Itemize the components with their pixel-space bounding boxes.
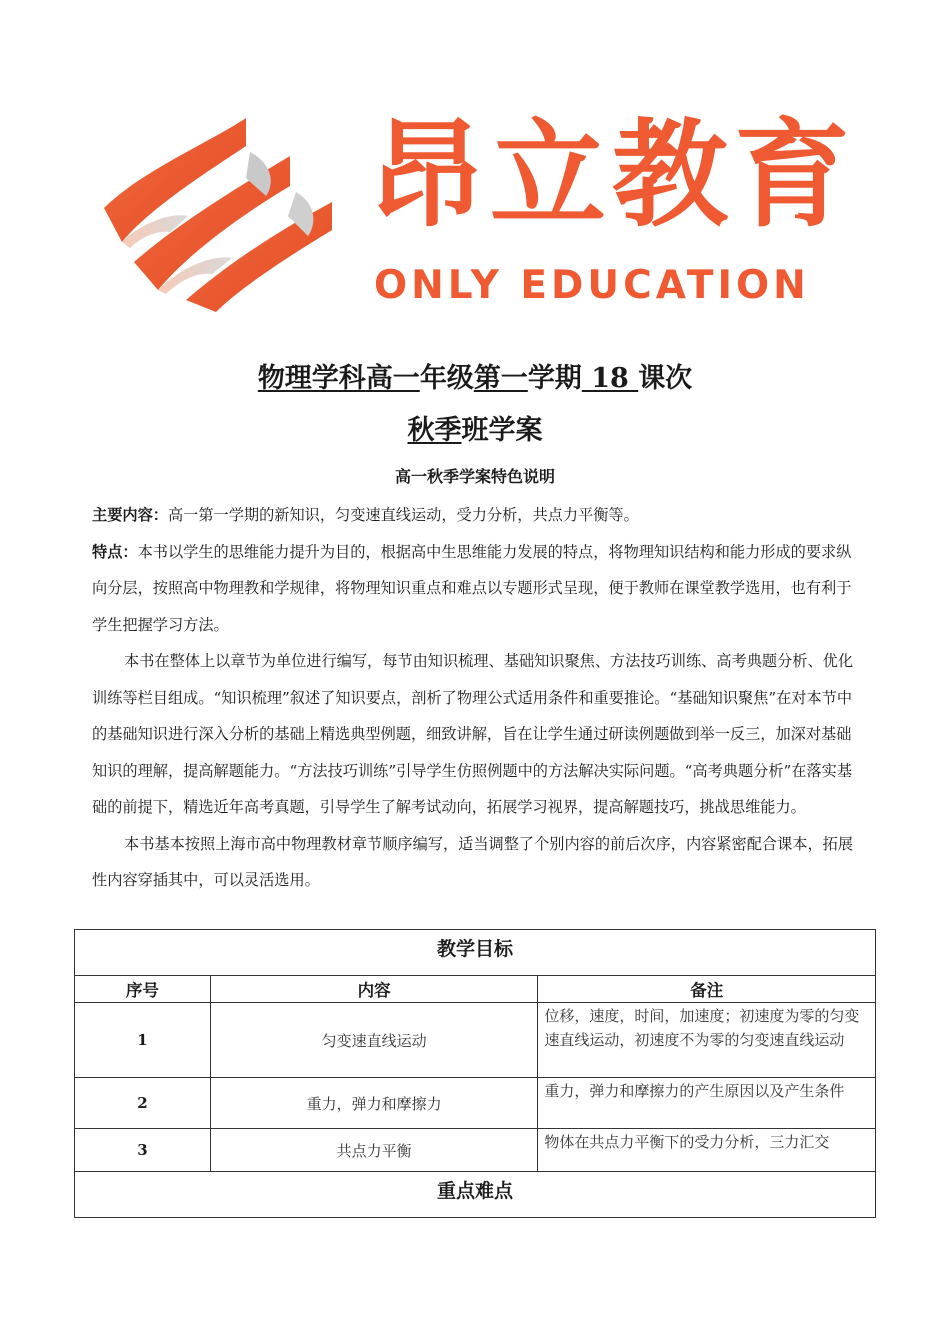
order-paragraph: 本书基本按照上海市高中物理教材章节顺序编写，适当调整了个别内容的前后次序，内容紧密配合课本，拓展性内容穿插其中，可以灵活选用。 <box>92 834 853 889</box>
features-label: 特点： <box>92 542 138 561</box>
title-term-suffix: 学期 <box>527 363 582 394</box>
column-header-number: 序号 <box>75 976 211 1003</box>
table-section-goals: 教学目标 <box>75 930 876 976</box>
table-row <box>75 1129 876 1172</box>
logo-swirl-icon <box>100 112 370 312</box>
structure-paragraph: 本书在整体上以章节为单位进行编写，每节由知识梳理、基础知识聚焦、方法技巧训练、高考典题分析、优化训练等栏目组成。“知识梳理”叙述了知识要点，剖析了物理公式适用条件和重要推论。“基础知识聚焦”在对本节中的基础知识进行深入分析的基础上精选典型例题，细致讲解，旨在让学生通过研读例题做到举一反三，加深对基础知识的理解，提高解题能力。“方法技巧训练”引导学生仿照例题中的方法解决实际问题。“高考典题分析”在落实基础的前提下，精选近年高考真题，引导学生了解考试动向，拓展学习视界，提高解题技巧，挑战思维能力。 <box>92 652 853 816</box>
row-number: 2 <box>75 1078 211 1129</box>
title-subject: 物理学科 <box>257 363 366 394</box>
row-content: 匀变速直线运动 <box>210 1003 538 1078</box>
features-text: 本书以学生的思维能力提升为目的，根据高中生思维能力发展的特点，将物理知识结构和能力形成的要求纵向分层，按照高中物理教和学规律，将物理知识重点和难点以专题形式呈现，便于教师在课堂教学选用，也有利于学生把握学习方法。 <box>92 542 852 634</box>
features-paragraph <box>92 534 862 644</box>
title-term: 第一 <box>473 363 528 394</box>
column-header-note: 备注 <box>538 976 876 1003</box>
table-row <box>75 1078 876 1129</box>
subtitle-season: 秋季 <box>407 415 462 446</box>
title-grade: 高一 <box>365 363 420 394</box>
subtitle-rest: 班学案 <box>461 415 543 446</box>
brand-logo <box>100 108 856 312</box>
row-content: 重力，弹力和摩擦力 <box>210 1078 538 1129</box>
table-row <box>75 1003 876 1078</box>
row-note: 位移，速度，时间，加速度；初速度为零的匀变速直线运动，初速度不为零的匀变速直线运动 <box>538 1003 876 1078</box>
teaching-goals-table <box>74 929 876 1218</box>
document-title <box>0 356 950 395</box>
main-content-paragraph <box>92 497 862 534</box>
title-grade-suffix: 年级 <box>419 363 474 394</box>
section-heading: 高一秋季学案特色说明 <box>394 467 555 486</box>
main-content-text: 高一第一学期的新知识，匀变速直线运动，受力分析，共点力平衡等。 <box>167 506 639 524</box>
intro-body <box>92 497 862 899</box>
logo-english-text: ONLY EDUCATION <box>374 263 810 308</box>
title-lesson-number: 18 <box>581 363 639 394</box>
title-lesson-suffix: 课次 <box>638 363 693 394</box>
row-note: 物体在共点力平衡下的受力分析，三力汇交 <box>538 1129 876 1172</box>
logo-chinese-text: 昂立教育 <box>368 108 856 243</box>
row-number: 3 <box>75 1129 211 1172</box>
column-header-content: 内容 <box>210 976 538 1003</box>
row-content: 共点力平衡 <box>210 1129 538 1172</box>
main-content-label: 主要内容： <box>92 506 168 524</box>
table-section-key-points: 重点难点 <box>75 1172 876 1218</box>
row-note: 重力，弹力和摩擦力的产生原因以及产生条件 <box>538 1078 876 1129</box>
row-number: 1 <box>75 1003 211 1078</box>
document-subtitle <box>0 408 950 447</box>
